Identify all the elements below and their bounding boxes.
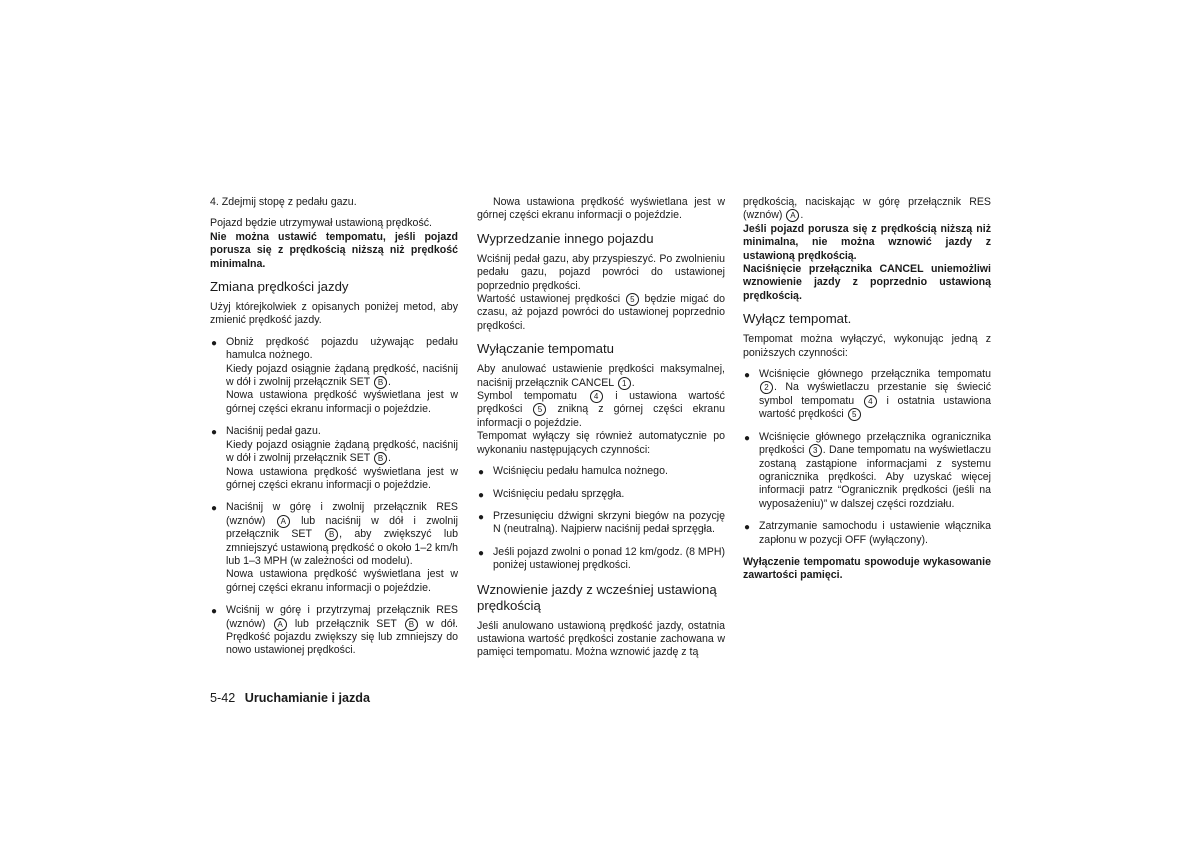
text: lub przełącznik SET	[294, 617, 397, 630]
paragraph: Wciśnij pedał gazu, aby przyspieszyć. Po zwolnieniu pedału gazu, pojazd powróci do ustawionej poprzednio prędkości.	[477, 252, 725, 292]
text: Nowa ustawiona prędkość wyświetlana jest w górnej części ekranu informacji o pojeździe.	[226, 389, 458, 415]
list-item	[477, 546, 725, 573]
text: Symbol tempomatu	[477, 390, 577, 403]
symbol-b-icon: B	[374, 376, 387, 389]
text: Zatrzymanie samochodu i ustawienie włącznika zapłonu w pozycji OFF (wyłączony).	[759, 520, 991, 546]
text: Wciśnięcie głównego przełącznika tempomatu	[759, 368, 991, 381]
section-heading: Wyprzedzanie innego pojazdu	[477, 230, 654, 246]
list-item	[477, 510, 725, 537]
warning-text: Naciśnięcie przełącznika CANCEL uniemożliwi wznowienie jazdy z poprzednio ustawioną prędkością.	[743, 263, 991, 302]
bullet-icon: ●	[211, 427, 218, 439]
text: .	[388, 376, 391, 389]
column-right	[743, 196, 991, 591]
text	[226, 501, 458, 568]
paragraph	[477, 390, 725, 430]
chapter-title: Uruchamianie i jazda	[244, 691, 370, 705]
text: Wartość ustawionej prędkości	[477, 293, 621, 306]
symbol-b-icon: B	[374, 452, 387, 465]
bullet-icon: ●	[211, 337, 218, 349]
bullet-icon: ●	[211, 503, 218, 515]
text: Naciśnij pedał gazu.	[226, 425, 321, 438]
symbol-a-icon: A	[786, 209, 799, 222]
symbol-1-icon: 1	[618, 377, 631, 390]
bullet-icon: ●	[478, 489, 485, 501]
symbol-a-icon: A	[274, 618, 287, 631]
bullet-list	[477, 465, 725, 572]
text: będzie migać do czasu, aż pojazd powróci do ustawionej poprzednio prędkości.	[477, 293, 725, 332]
paragraph: Nowa ustawiona prędkość wyświetlana jest w górnej części ekranu informacji o pojeździe.	[477, 196, 725, 222]
bullet-list	[210, 336, 458, 658]
paragraph	[477, 293, 725, 333]
text: lub naciśnij w dół i zwolnij przełącznik SET	[226, 514, 458, 541]
bullet-icon: ●	[478, 511, 485, 523]
paragraph	[743, 196, 991, 223]
text: i ostatnia ustawiona wartość prędkości	[759, 394, 991, 421]
list-item	[210, 336, 458, 416]
symbol-3-icon: 3	[809, 444, 822, 457]
text: Wciśnięciu pedału sprzęgła.	[493, 487, 625, 500]
symbol-b-icon: B	[405, 618, 418, 631]
column-left	[210, 196, 458, 667]
text: Naciśnij w górę i zwolnij przełącznik RES (wznów)	[226, 501, 458, 527]
section-heading: Wznowienie jazdy z wcześniej ustawioną prędkością	[477, 581, 717, 613]
text: Obniż prędkość pojazdu używając pedału hamulca nożnego.	[226, 335, 458, 362]
list-item	[210, 604, 458, 658]
list-item	[477, 488, 725, 501]
text: i ustawiona wartość prędkości	[477, 390, 725, 416]
step-4-text: 4. Zdejmij stopę z pedału gazu.	[210, 196, 357, 208]
warning-text: Jeśli pojazd porusza się z prędkością niższą niż minimalna, nie można wznowić jazdy z ustawioną prędkością.	[743, 222, 991, 262]
text: w dół. Prędkość pojazdu zwiększy się lub zmniejszy do nowo ustawionej prędkości.	[226, 617, 458, 657]
list-item	[210, 501, 458, 595]
section-heading: Wyłączanie tempomatu	[477, 341, 614, 357]
text: .	[631, 376, 635, 389]
text: .	[388, 452, 391, 465]
text: . Dane tempomatu na wyświetlaczu zostaną zastąpione informacjami z systemu ogranicznika prędkości. Aby uzyskać więcej informacji patrz “Ogranicznik prędkości (jeśli na wyposażeniu)” w dalszej części rozdziału.	[759, 444, 991, 510]
page-footer	[210, 691, 370, 705]
bullet-icon: ●	[211, 606, 218, 618]
symbol-4-icon: 4	[864, 395, 877, 408]
symbol-b-icon: B	[325, 528, 338, 541]
text: Wciśnięcie głównego przełącznika ogranicznika prędkości	[759, 430, 991, 457]
bullet-icon: ●	[744, 432, 751, 444]
column-middle	[477, 196, 725, 668]
paragraph: Tempomat wyłączy się również automatycznie po wykonaniu następujących czynności:	[477, 430, 725, 456]
text: Kiedy pojazd osiągnie żądaną prędkość, naciśnij w dół i zwolnij przełącznik SET	[226, 362, 458, 389]
page-number: 5-42	[210, 691, 236, 705]
paragraph	[210, 217, 458, 271]
bullet-icon: ●	[478, 467, 485, 479]
text	[226, 604, 458, 658]
symbol-5-icon: 5	[848, 408, 861, 421]
text: , aby zwiększyć lub zmniejszyć ustawioną prędkość o około 1–2 km/h lub 1–3 MPH (w zależności od modelu).	[226, 528, 458, 567]
section-heading: Zmiana prędkości jazdy	[210, 279, 349, 295]
list-item	[743, 368, 991, 422]
bullet-icon: ●	[744, 522, 751, 534]
text: Nowa ustawiona prędkość wyświetlana jest w górnej części ekranu informacji o pojeździe.	[226, 465, 458, 491]
text: znikną z górnej części ekranu informacji o pojeździe.	[477, 403, 725, 429]
warning-text: Wyłączenie tempomatu spowoduje wykasowanie zawartości pamięci.	[743, 555, 991, 582]
list-item	[743, 431, 991, 511]
text: Aby anulować ustawienie prędkości maksymalnej, naciśnij przełącznik CANCEL	[477, 363, 725, 389]
bullet-icon: ●	[744, 370, 751, 382]
section-heading: Wyłącz tempomat.	[743, 311, 852, 327]
text: Pojazd będzie utrzymywał ustawioną prędkość.	[210, 217, 432, 230]
paragraph: Jeśli anulowano ustawioną prędkość jazdy, ostatnia ustawiona wartość prędkości zostanie zachowana w pamięci tempomatu. Można wznowić jazdę z tą	[477, 619, 725, 659]
symbol-4-icon: 4	[590, 390, 603, 403]
symbol-5-icon: 5	[533, 403, 546, 416]
text: . Na wyświetlaczu przestanie się świecić symbol tempomatu	[759, 381, 991, 407]
warning-text: Nie można ustawić tempomatu, jeśli pojazd porusza się z prędkością niższą niż prędkość minimalna.	[210, 230, 458, 270]
text: Wciśnięciu pedału hamulca nożnego.	[493, 465, 668, 478]
text: Jeśli pojazd zwolni o ponad 12 km/godz. (8 MPH) poniżej ustawionej prędkości.	[493, 545, 725, 572]
symbol-5-icon: 5	[626, 293, 639, 306]
bullet-icon: ●	[478, 547, 485, 559]
list-item	[477, 465, 725, 478]
text: .	[800, 209, 804, 222]
text	[226, 439, 458, 466]
list-item	[210, 425, 458, 492]
paragraph	[477, 363, 725, 390]
symbol-a-icon: A	[277, 515, 290, 528]
text: Wciśnij w górę i przytrzymaj przełącznik RES (wznów)	[226, 604, 458, 630]
text: Nowa ustawiona prędkość wyświetlana jest w górnej części ekranu informacji o pojeździe.	[226, 568, 458, 594]
list-item	[743, 520, 991, 547]
bullet-list	[743, 368, 991, 547]
text	[226, 363, 458, 390]
symbol-2-icon: 2	[760, 381, 773, 394]
text: Przesunięciu dźwigni skrzyni biegów na pozycję N (neutralną). Najpierw naciśnij pedał sprzęgła.	[493, 509, 725, 536]
text: prędkością, naciskając w górę przełącznik RES (wznów)	[743, 196, 991, 222]
paragraph: Użyj którejkolwiek z opisanych poniżej metod, aby zmienić prędkość jazdy.	[210, 301, 458, 327]
text: Kiedy pojazd osiągnie żądaną prędkość, naciśnij w dół i zwolnij przełącznik SET	[226, 438, 458, 465]
paragraph: Tempomat można wyłączyć, wykonując jedną z poniższych czynności:	[743, 333, 991, 359]
